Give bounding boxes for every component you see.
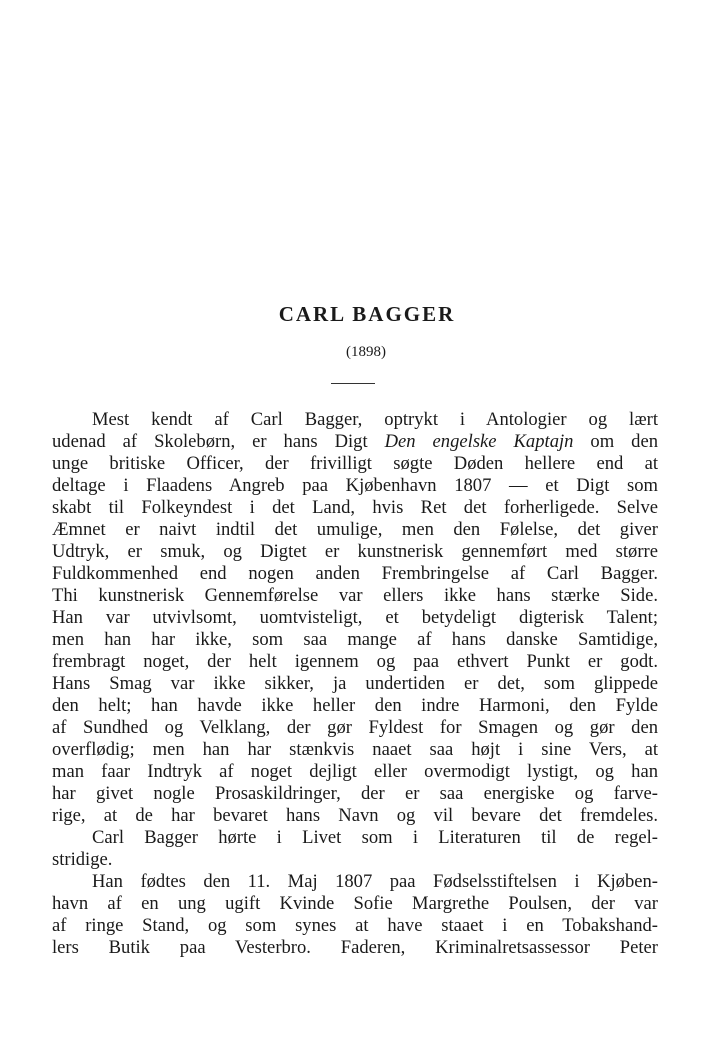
text-line: Thi kunstnerisk Gennemførelse var ellers ikke hans stærke Side. [52, 585, 658, 606]
text-line: Han fødtes den 11. Maj 1807 paa Fødselsstiftelsen i Kjøben- [92, 871, 658, 892]
text-line: rige, at de har bevaret hans Navn og vil bevare det fremdeles. [52, 805, 658, 826]
page-subtitle-year: (1898) [346, 344, 386, 360]
text-line: den helt; han havde ikke heller den indre Harmoni, den Fylde [52, 695, 658, 716]
italic-title: Den engelske Kaptajn [384, 431, 574, 452]
text-line: af Sundhed og Velklang, der gør Fyldest for Smagen og gør den [52, 717, 658, 738]
text-line: deltage i Flaadens Angreb paa Kjøbenhavn 1807 — et Digt som [52, 475, 658, 496]
text-line: Han var utvivlsomt, uomtvisteligt, et betydeligt digterisk Talent; [52, 607, 658, 628]
text-line: men han har ikke, som saa mange af hans danske Samtidige, [52, 629, 658, 650]
text-line: Mest kendt af Carl Bagger, optrykt i Antologier og lært [92, 409, 658, 430]
text-line: Carl Bagger hørte i Livet som i Literaturen til de regel- [92, 827, 658, 848]
text-line: havn af en ung ugift Kvinde Sofie Margrethe Poulsen, der var [52, 893, 658, 914]
text-line: udenad af Skolebørn, er hans Digt Den engelske Kaptajn om den [52, 431, 658, 452]
title-divider [331, 383, 375, 384]
text-line: Fuldkommenhed end nogen anden Frembringelse af Carl Bagger. [52, 563, 658, 584]
text-line: Æmnet er naivt indtil det umulige, men den Følelse, det giver [52, 519, 658, 540]
text-line: unge britiske Officer, der frivilligt søgte Døden hellere end at [52, 453, 658, 474]
text-line: af ringe Stand, og som synes at have staaet i en Tobakshand- [52, 915, 658, 936]
text-line: lers Butik paa Vesterbro. Faderen, Kriminalretsassessor Peter [52, 937, 658, 958]
text-line: Hans Smag var ikke sikker, ja undertiden er det, som glippede [52, 673, 658, 694]
text-line: overflødig; men han har stænkvis naaet saa højt i sine Vers, at [52, 739, 658, 760]
page-title: CARL BAGGER [278, 302, 456, 326]
text-line: man faar Indtryk af noget dejligt eller overmodigt lystigt, og han [52, 761, 658, 782]
text-line: skabt til Folkeyndest i det Land, hvis Ret det forherligede. Selve [52, 497, 658, 518]
text-line: frembragt noget, der helt igennem og paa ethvert Punkt er godt. [52, 651, 658, 672]
body-text [52, 409, 658, 959]
text-line: stridige. [52, 849, 113, 870]
text-line: Udtryk, er smuk, og Digtet er kunstnerisk gennemført med større [52, 541, 658, 562]
text-line: har givet nogle Prosaskildringer, der er saa energiske og farve- [52, 783, 658, 804]
